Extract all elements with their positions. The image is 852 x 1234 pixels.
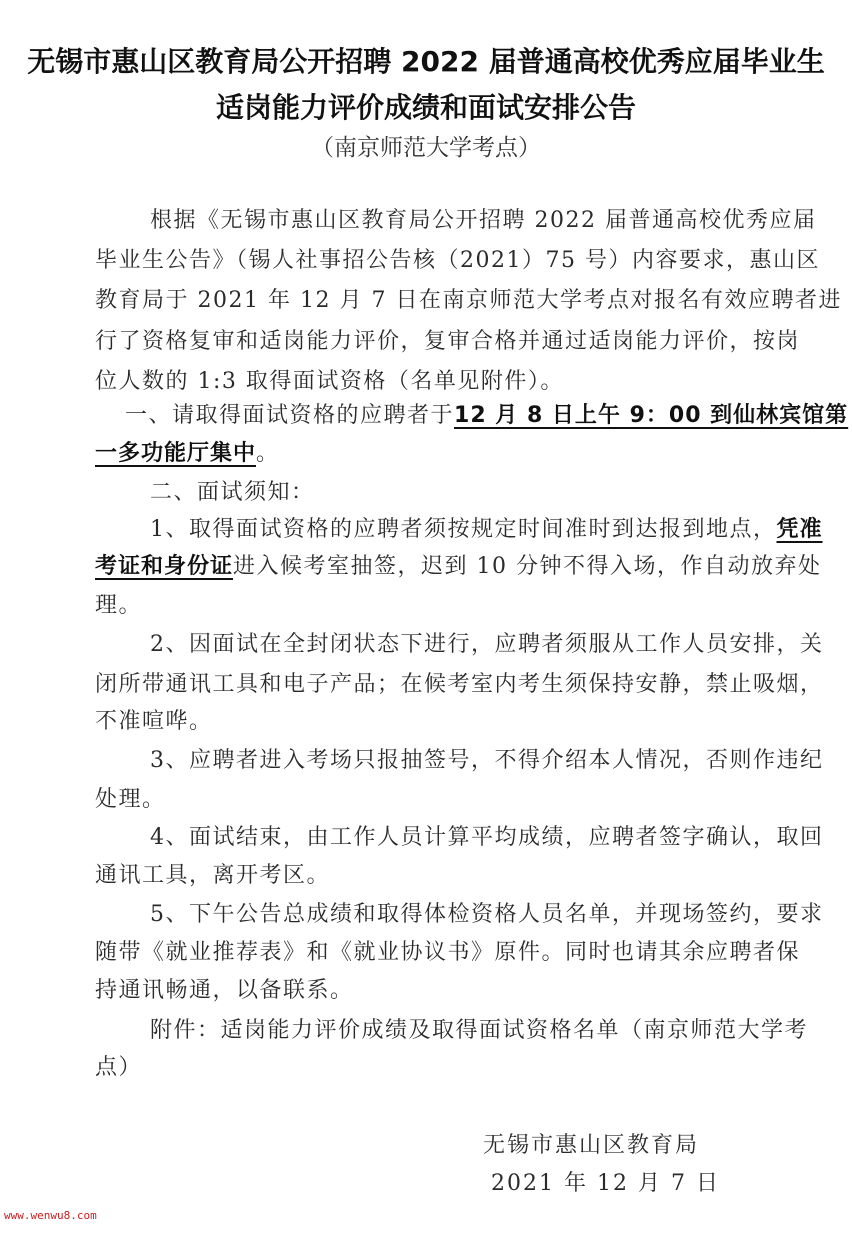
item1-line1 — [150, 514, 823, 546]
item1-line2-text: 进入候考室抽签，迟到 10 分钟不得入场，作自动放弃处 — [233, 554, 822, 579]
item1-emphasis-2: 考证和身份证 — [95, 554, 234, 579]
section1-prefix: 一、请取得面试资格的应聘者于 — [125, 403, 455, 428]
section1-emphasis-1: 12 月 8 日上午 9：00 到仙林宾馆第 — [454, 403, 849, 428]
intro-line-5: 位人数的 1:3 取得面试资格（名单见附件）。 — [95, 369, 564, 394]
item2-line3: 不准喧哗。 — [95, 709, 213, 734]
item1-line2 — [95, 551, 822, 583]
attachment-line1: 附件：适岗能力评价成绩及取得面试资格名单（南京师范大学考 — [150, 1018, 809, 1043]
item2-line2: 闭所带通讯工具和电子产品；在候考室内考生须保持安静，禁止吸烟， — [95, 672, 824, 697]
section1-suffix: 。 — [256, 441, 280, 466]
item3-line1: 3、应聘者进入考场只报抽签号，不得介绍本人情况，否则作违纪 — [150, 748, 824, 773]
item1-line3: 理。 — [95, 593, 143, 618]
item5-line2: 随带《就业推荐表》和《就业协议书》原件。同时也请其余应聘者保 — [95, 940, 801, 965]
item4-line1: 4、面试结束，由工作人员计算平均成绩，应聘者签字确认，取回 — [150, 825, 824, 850]
item5-line1: 5、下午公告总成绩和取得体检资格人员名单，并现场签约，要求 — [150, 902, 824, 927]
issue-date: 2021 年 12 月 7 日 — [491, 1171, 720, 1196]
section1-emphasis-2: 一多功能厅集中 — [95, 441, 257, 466]
document-subtitle: （南京师范大学考点） — [311, 135, 541, 161]
intro-line-2: 毕业生公告》（锡人社事招公告核（2021）75 号）内容要求，惠山区 — [95, 248, 820, 273]
intro-line-4: 行了资格复审和适岗能力评价，复审合格并通过适岗能力评价，按岗 — [95, 329, 801, 354]
attachment-line2: 点） — [95, 1055, 143, 1080]
intro-line-3: 教育局于 2021 年 12 月 7 日在南京师范大学考点对报名有效应聘者进 — [95, 288, 842, 313]
intro-line-1: 根据《无锡市惠山区教育局公开招聘 2022 届普通高校优秀应届 — [150, 208, 817, 233]
section1-line2 — [95, 438, 795, 470]
site-watermark: www.wenwu8.com — [4, 1209, 97, 1222]
section1-line1 — [125, 400, 849, 432]
item1-line1-text: 1、取得面试资格的应聘者须按规定时间准时到达报到地点， — [150, 517, 777, 542]
issuer-name: 无锡市惠山区教育局 — [483, 1133, 700, 1158]
item2-line1: 2、因面试在全封闭状态下进行，应聘者须服从工作人员安排，关 — [150, 632, 824, 657]
document-title-line2: 适岗能力评价成绩和面试安排公告 — [215, 91, 636, 124]
item1-emphasis-1: 凭准 — [776, 517, 823, 542]
document-title-line1: 无锡市惠山区教育局公开招聘 2022 届普通高校优秀应届毕业生 — [27, 45, 825, 78]
item5-line3: 持通讯畅通，以备联系。 — [95, 978, 354, 1003]
item4-line2: 通讯工具，离开考区。 — [95, 863, 331, 888]
section2-heading: 二、面试须知： — [150, 480, 315, 505]
item3-line2: 处理。 — [95, 787, 166, 812]
